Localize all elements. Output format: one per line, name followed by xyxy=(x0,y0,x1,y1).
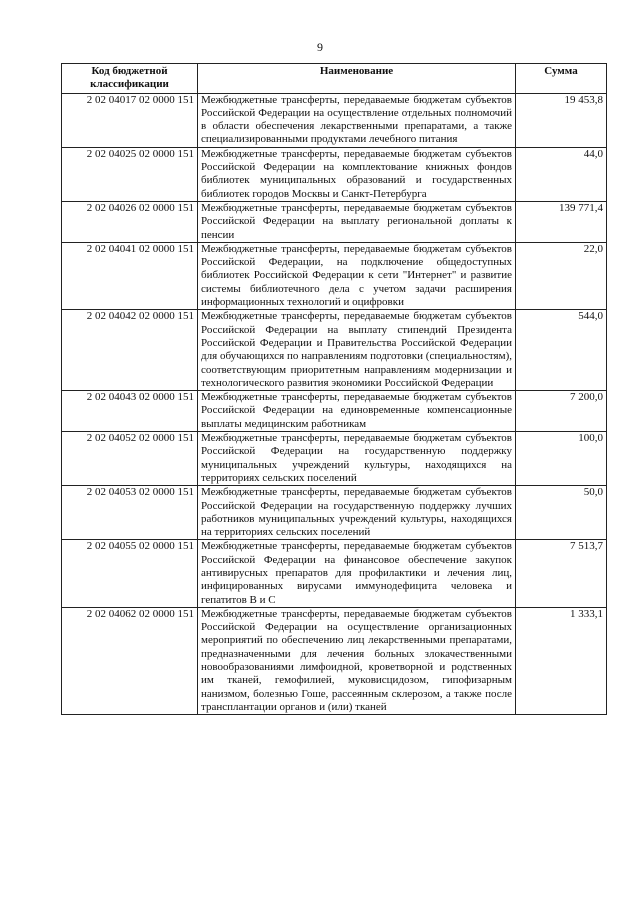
table-row xyxy=(62,540,607,607)
row-name: Межбюджетные трансферты, передаваемые бюджетам субъектов Российской Федерации на финансовое обеспечение закупок антивирусных препаратов для профилактики и лечения лиц, инфицированных вирусами иммунодефицита человека и гепатитов В и С xyxy=(198,540,516,607)
table-row xyxy=(62,147,607,201)
table-row xyxy=(62,486,607,540)
row-sum: 7 513,7 xyxy=(516,540,607,607)
row-sum: 139 771,4 xyxy=(516,201,607,242)
row-name: Межбюджетные трансферты, передаваемые бюджетам субъектов Российской Федерации на осуществление отдельных полномочий в области обеспечения лекарственными препаратами, а также специализированными продуктами лечебного питания xyxy=(198,93,516,147)
table-row xyxy=(62,391,607,432)
row-name: Межбюджетные трансферты, передаваемые бюджетам субъектов Российской Федерации на выплату региональной доплаты к пенсии xyxy=(198,201,516,242)
row-name: Межбюджетные трансферты, передаваемые бюджетам субъектов Российской Федерации на выплату стипендий Президента Российской Федерации и Правительства Российской Федерации для обучающихся по направлениям подготовки (специальностям), соответствующим приоритетным направлениям модернизации и технологического развития экономики Российской Федерации xyxy=(198,310,516,391)
table-row xyxy=(62,201,607,242)
table-header-row xyxy=(62,64,607,94)
row-name: Межбюджетные трансферты, передаваемые бюджетам субъектов Российской Федерации на государственную поддержку лучших работников муниципальных учреждений культуры, находящихся на территориях сельских поселений xyxy=(198,486,516,540)
row-code: 2 02 04043 02 0000 151 xyxy=(62,391,198,432)
row-sum: 19 453,8 xyxy=(516,93,607,147)
table-row xyxy=(62,242,607,309)
row-sum: 44,0 xyxy=(516,147,607,201)
row-code: 2 02 04041 02 0000 151 xyxy=(62,242,198,309)
row-sum: 544,0 xyxy=(516,310,607,391)
header-name: Наименование xyxy=(198,64,516,94)
row-code: 2 02 04062 02 0000 151 xyxy=(62,607,198,714)
page-number: 9 xyxy=(317,40,323,54)
budget-table xyxy=(61,63,607,715)
header-code: Код бюджетной классификации xyxy=(62,64,198,94)
table-row xyxy=(62,432,607,486)
table-row xyxy=(62,607,607,714)
row-sum: 50,0 xyxy=(516,486,607,540)
table-row xyxy=(62,93,607,147)
row-name: Межбюджетные трансферты, передаваемые бюджетам субъектов Российской Федерации на единовременные компенсационные выплаты медицинским работникам xyxy=(198,391,516,432)
row-code: 2 02 04025 02 0000 151 xyxy=(62,147,198,201)
row-code: 2 02 04052 02 0000 151 xyxy=(62,432,198,486)
row-sum: 1 333,1 xyxy=(516,607,607,714)
row-sum: 7 200,0 xyxy=(516,391,607,432)
row-code: 2 02 04026 02 0000 151 xyxy=(62,201,198,242)
row-sum: 22,0 xyxy=(516,242,607,309)
row-name: Межбюджетные трансферты, передаваемые бюджетам субъектов Российской Федерации на государственную поддержку муниципальных учреждений культуры, находящихся на территориях сельских поселений xyxy=(198,432,516,486)
row-code: 2 02 04042 02 0000 151 xyxy=(62,310,198,391)
row-name: Межбюджетные трансферты, передаваемые бюджетам субъектов Российской Федерации на осуществление организационных мероприятий по обеспечению лиц лекарственными препаратами, предназначенными для лечения больных злокачественными новообразованиями лимфоидной, кроветворной и родственных им тканей, гемофилией, муковисцидозом, гипофизарным нанизмом, болезнью Гоше, рассеянным склерозом, а также после трансплантации органов и (или) тканей xyxy=(198,607,516,714)
table-row xyxy=(62,310,607,391)
row-code: 2 02 04017 02 0000 151 xyxy=(62,93,198,147)
row-sum: 100,0 xyxy=(516,432,607,486)
header-sum: Сумма xyxy=(516,64,607,94)
row-name: Межбюджетные трансферты, передаваемые бюджетам субъектов Российской Федерации, на подключение общедоступных библиотек Российской Федерации к сети "Интернет" и развитие системы библиотечного дела с учетом задачи расширения информационных технологий и оцифровки xyxy=(198,242,516,309)
row-code: 2 02 04053 02 0000 151 xyxy=(62,486,198,540)
row-code: 2 02 04055 02 0000 151 xyxy=(62,540,198,607)
row-name: Межбюджетные трансферты, передаваемые бюджетам субъектов Российской Федерации на комплектование книжных фондов библиотек муниципальных образований и государственных библиотек городов Москвы и Санкт-Петербурга xyxy=(198,147,516,201)
